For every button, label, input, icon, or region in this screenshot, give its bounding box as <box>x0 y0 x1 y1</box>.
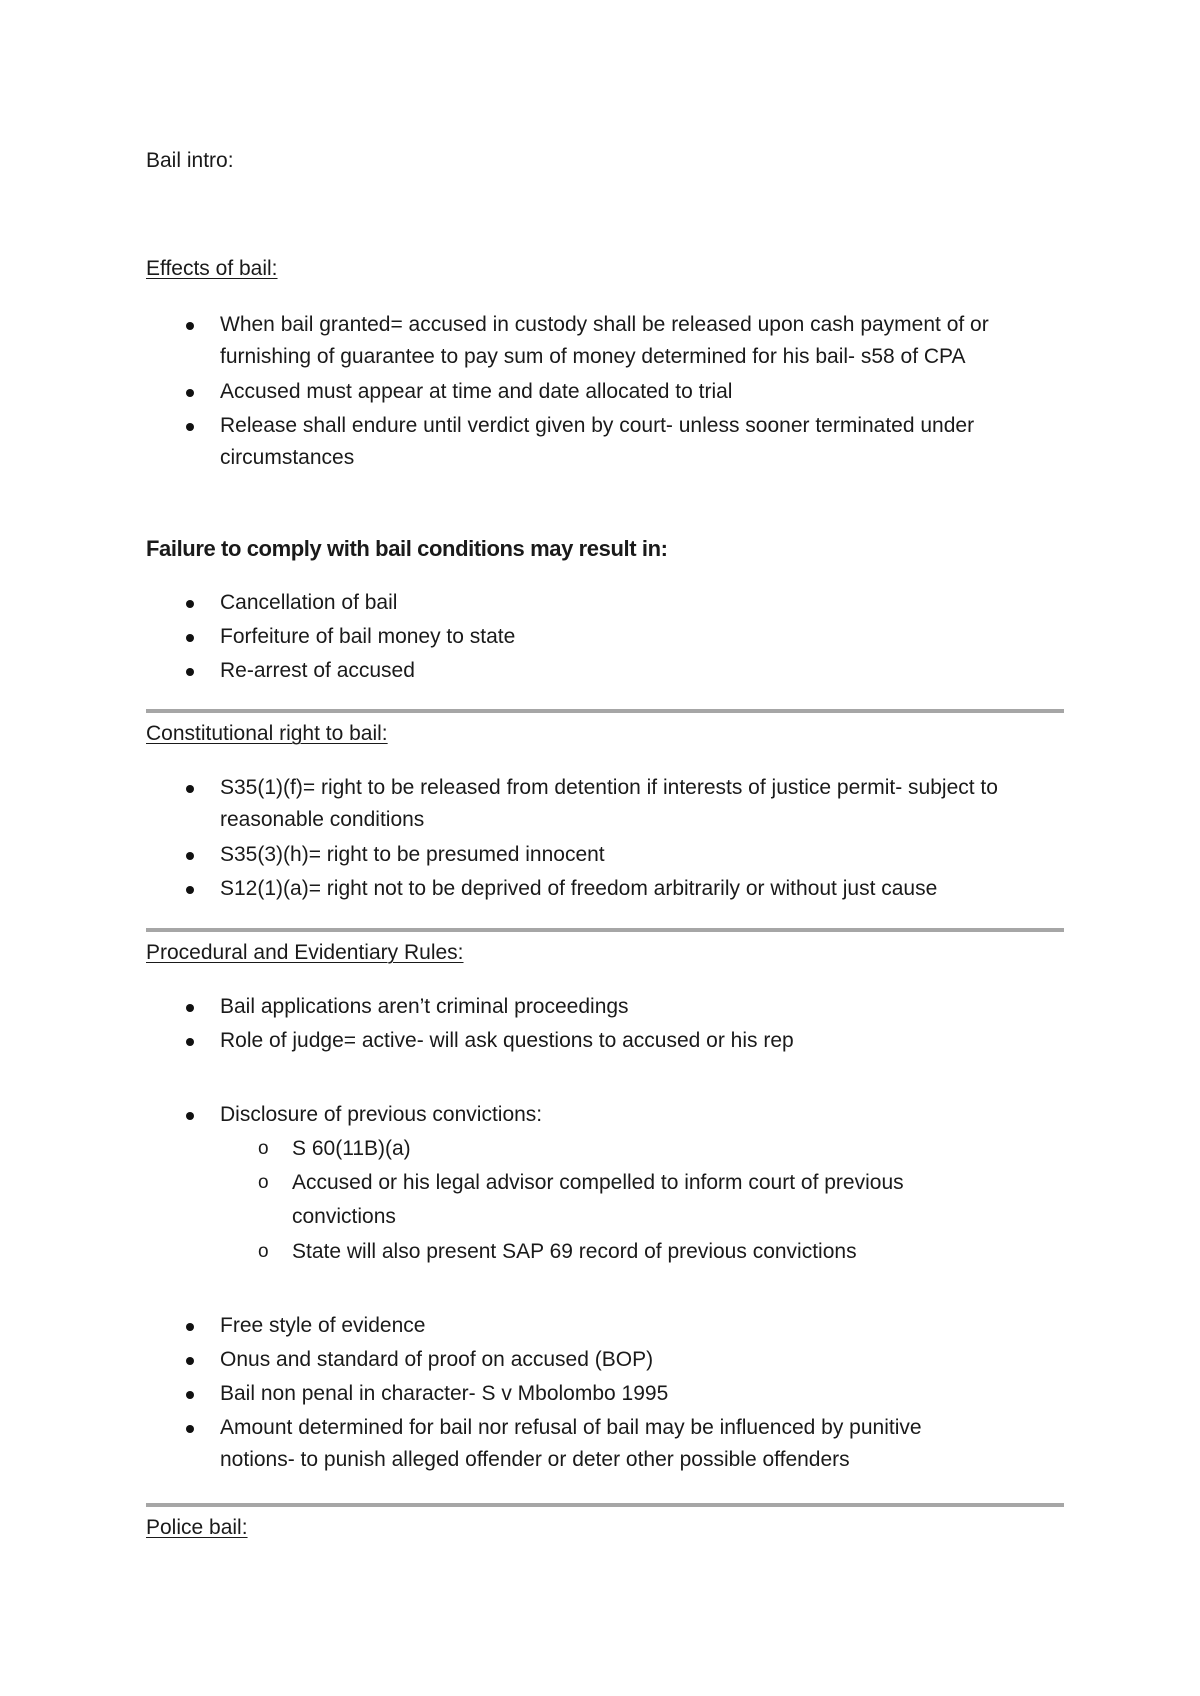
police-bail-heading: Police bail: <box>146 1516 248 1539</box>
bullet-icon <box>186 1112 194 1120</box>
circle-bullet-icon: o <box>258 1241 269 1262</box>
bullet-icon <box>186 1391 194 1399</box>
bullet-icon <box>186 785 194 793</box>
section-divider <box>146 1503 1064 1507</box>
document-page: Bail intro: Effects of bail: When bail granted= accused in custody shall be released upon cash payment of or furnishing of guarantee to pay sum of money determined for his bail- s58 of CPA Accused must appear at time and date allocated to trial Release shall endure until verdict given by court- unless sooner terminated under circumstances Failure to comply with bail conditions may result in: Cancellation of bail Forfeiture of bail money to state Re-arrest of accused Constitutional right to bail: S35(1)(f)= right to be released from detention if interests of justice permit- subject to reasonable conditions S35(3)(h)= right to be presumed innocent S12(1)(a)= right not to be deprived of freedom arbitrarily or without just cause Procedural and Evidentiary Rules: Bail applications aren’t criminal proceedings Role of judge= active- will ask questions to accused or his rep Disclosure of previous convictions: o S 60(11B)(a) o Accused or his legal advisor compelled to inform court of previous convictions o State will also present SAP 69 record of previous convictions Free style of evidence Onus and standard of proof on accused (BOP) Bail non penal in character- S v Mbolombo 1995 Amount determined for bail nor refusal of bail may be influenced by punitive notions- to punish alleged offender or deter other possible offenders Police bail: <box>146 0 1066 1696</box>
bullet-icon <box>186 886 194 894</box>
bullet-icon <box>186 634 194 642</box>
bullet-icon <box>186 852 194 860</box>
bullet-icon <box>186 423 194 431</box>
bullet-icon <box>186 600 194 608</box>
bullet-icon <box>186 1038 194 1046</box>
bullet-icon <box>186 322 194 330</box>
effects-heading: Effects of bail: <box>146 257 278 280</box>
section-divider <box>146 709 1064 713</box>
section-divider <box>146 928 1064 932</box>
bullet-icon <box>186 1425 194 1433</box>
circle-bullet-icon: o <box>258 1138 269 1159</box>
bail-intro-title: Bail intro: <box>146 149 234 172</box>
bullet-icon <box>186 1323 194 1331</box>
circle-bullet-icon: o <box>258 1172 269 1193</box>
procedural-heading: Procedural and Evidentiary Rules: <box>146 941 464 964</box>
bullet-icon <box>186 1357 194 1365</box>
bullet-icon <box>186 1004 194 1012</box>
bullet-icon <box>186 389 194 397</box>
constitutional-heading: Constitutional right to bail: <box>146 722 388 745</box>
bullet-icon <box>186 668 194 676</box>
failure-heading: Failure to comply with bail conditions may result in: <box>146 536 668 561</box>
